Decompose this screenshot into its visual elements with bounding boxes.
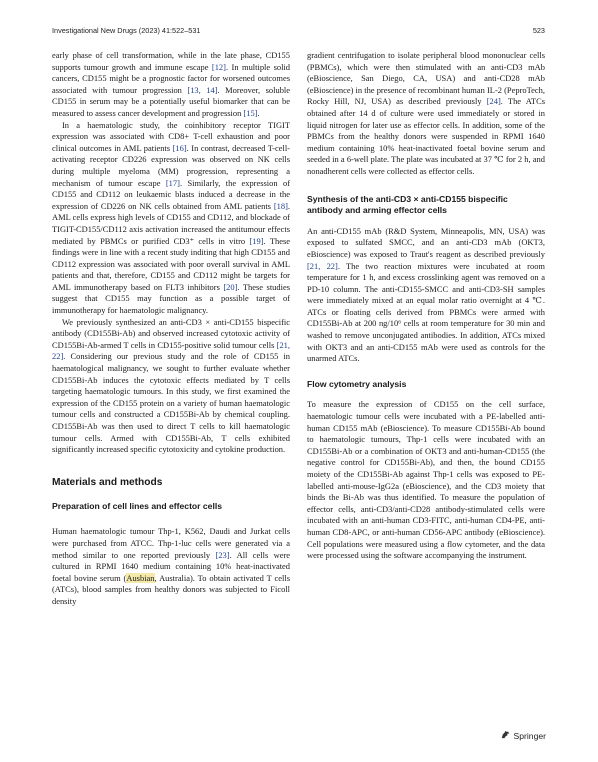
paragraph	[52, 120, 290, 317]
springer-horse-icon	[500, 729, 511, 742]
text-run: .	[257, 107, 260, 118]
citation-link[interactable]: [16]	[172, 142, 187, 153]
paragraph	[307, 226, 545, 365]
citation-link[interactable]: [12]	[211, 61, 226, 72]
citation-link[interactable]: [21, 22]	[52, 339, 290, 362]
text-run: . In contrast, decreased T-cell-activating receptor CD226 expression was observed on NK cells during multiple myeloma (MM) progression, representing a mechanism of tumour escape	[52, 142, 290, 188]
running-header	[52, 26, 545, 38]
text-run: . Considering our previous study and the role of CD155 in haematological malignancy, we sought to further evaluate whether CD155Bi-Ab induces the cytotoxic effects mediated by T cells targeting haematologic tumours. In this study, we first examined the expression of the CD155 protein on a variety of human haematologic tumour cells and constructed a CD155Bi-Ab by chemical coupling. CD155Bi-Ab was then used to direct T cells to kill haematologic tumour cells. Armed with CD155Bi-Ab, T cells exhibited significantly increased specific cytotoxicity and cytokine production.	[52, 351, 290, 455]
paragraph	[307, 50, 545, 178]
text-run: , Australia). To obtain activated T cells (ATCs), blood samples from healthy donors was subjected to Ficoll density	[52, 572, 290, 606]
citation-link[interactable]: [19]	[249, 235, 264, 246]
text-run: gradient centrifugation to isolate peripheral blood mononuclear cells (PBMCs), which were then stimulated with an anti-CD3 mAb (eBioscience, San Diego, CA, USA) and anti-CD28 mAb (eBioscience) in the presence of recombinant human IL-2 (PeproTech, Rocky Hill, NJ, USA) as described previously	[307, 50, 545, 107]
publisher-name: Springer	[513, 730, 546, 741]
text-run: . In multiple solid cancers, CD155 might be a prognostic factor for worsened outcomes associated with tumour progression	[52, 61, 290, 95]
citation-link[interactable]: [24]	[486, 96, 501, 107]
subsection-heading: Preparation of cell lines and effector cells	[52, 500, 223, 511]
highlighted-text: Ausbian	[126, 572, 155, 583]
text-run: An anti-CD155 mAb (R&D System, Minneapolis, MN, USA) was exposed to sulfated SMCC, and an anti-CD3 mAb (OKT3, eBioscience) was exposed to Traut's reagent as described previously	[307, 225, 545, 259]
text-run: . These findings were in line with a recent study inditing that high CD155 and CD112 expression was associated with poor overall survival in AML patients and that, therefore, CD155 and CD112 might be targets for AML immunotherapy based on FLT3 inhibitors	[52, 235, 290, 292]
citation-link[interactable]: [18]	[273, 200, 288, 211]
citation-link[interactable]: [15]	[243, 107, 258, 118]
text-run: To measure the expression of CD155 on the cell surface, haematologic tumour cells were incubated with a PE-labelled anti-human CD155 mAb (eBioscience). To measure CD155Bi-Ab bound to haematologic tumours, Thp-1 cells were incubated with an CD155Bi-Ab or a combination of OKT3 and anti-human-CD155 (the negative control for CD155Bi-Ab), and then, the bound CD155 moiety of the CD155Bi-Ab against Thp-1 cells was exposed to PE-labelled anti-mouse-IgG2a (eBioscience), and the CD3 moiety that binds the Bi-Ab was thus identified. To measure the population of effector cells, anti-CD3/anti-CD28 antibody-stimulated cells were incubated with an anti-human CD3-FITC, anti-human CD4-PE, anti-human CD8-APC, or anti-human CD56-APC antibody (eBioscience). Cell populations were measured using a flow cytometer, and the data were processed using the software accompanying the instrument.	[307, 399, 545, 561]
text-run: . All cells were cultured in RPMI 1640 medium containing 10% heat-inactivated foetal bovine serum (	[52, 549, 291, 583]
text-run: We previously synthesized an anti-CD3 × anti-CD155 bispecific antibody (CD155Bi-Ab) and observed increased cytotoxic activity of CD155Bi-Ab-armed T cells in CD155-positive solid tumour cells	[52, 316, 290, 350]
citation-link[interactable]: [20]	[223, 281, 238, 292]
text-run: early phase of cell transformation, while in the late phase, CD155 supports tumour growth and immune escape	[52, 50, 290, 72]
citation-link[interactable]: [21, 22]	[307, 260, 338, 271]
section-heading: Materials and methods	[52, 476, 163, 488]
subsection-heading: Synthesis of the anti-CD3 × anti-CD155 bispecific antibody and arming effector cells	[307, 193, 508, 216]
subsection-heading: Flow cytometry analysis	[307, 378, 407, 389]
citation-link[interactable]: [23]	[215, 549, 230, 560]
citation-link[interactable]: [17]	[165, 177, 180, 188]
paragraph	[52, 526, 290, 607]
text-run: In a haematologic study, the coinhibitory receptor TIGIT expression was associated with CD8+ T-cell exhaustion and poor clinical outcomes in AML patients	[52, 119, 290, 153]
text-run: . The two reaction mixtures were incubated at room temperature for 1 h, and excess crosslinking agent was removed on a PD-10 column. The anti-CD155-SMCC and anti-CD3-SH samples were immediately mixed at an equal molar ratio overnight at 4 ℃. ATCs or floating cells derived from PBMCs were armed with CD155Bi-Ab at 200 ng/10⁶ cells at room temperature for 30 min and washed to remove unconjugated antibodies. In addition, ATCs mixed with OKT3 and an anti-CD155 mAb were used as controls for the unarmed ATCs.	[307, 260, 545, 364]
page-number: 523	[532, 26, 545, 35]
paragraph	[52, 317, 290, 456]
right-column	[307, 50, 545, 562]
citation-link[interactable]: [13, 14]	[187, 84, 218, 95]
text-run: . AML cells express high levels of CD155 and CD112, and blockade of TIGIT-CD155/CD112 axis activation increased the antitumour effects mediated by PBMCs or purified CD3⁺ cells in vitro	[52, 200, 290, 246]
paragraph	[52, 50, 290, 120]
text-run: . The ATCs obtained after 14 d of culture were used immediately or stored in liquid nitrogen for later use as effector cells. In addition, some of the PBMCs from the healthy donors were suspended in RPMI 1640 medium containing 10% heat-inactivated foetal bovine serum and seeded in a 6-well plate. The plate was incubated at 37 ℃ for 2 h, and nonadherent cells were collected as effector cells.	[307, 96, 545, 176]
text-run: . These studies suggest that CD155 may function as a possible target of immunotherapy for haematologic malignancy.	[52, 281, 290, 316]
text-run: Human haematologic tumour Thp-1, K562, Daudi and Jurkat cells were purchased from ATCC. Thp-1-luc cells were generated via a method similar to one reported previously	[52, 526, 290, 560]
publisher-logo	[500, 729, 546, 742]
text-run: . Moreover, soluble CD155 in serum may be a potentially useful biomarker that can be measured to assess cancer development and progression	[52, 84, 291, 118]
text-run: . Similarly, the expression of CD155 and CD112 on leukaemic blasts induced a decrease in the expression of CD226 on NK cells obtained from AML patients	[52, 177, 290, 211]
paragraph	[307, 399, 545, 561]
journal-citation: Investigational New Drugs (2023) 41:522–531	[52, 26, 201, 35]
left-column	[52, 50, 290, 608]
